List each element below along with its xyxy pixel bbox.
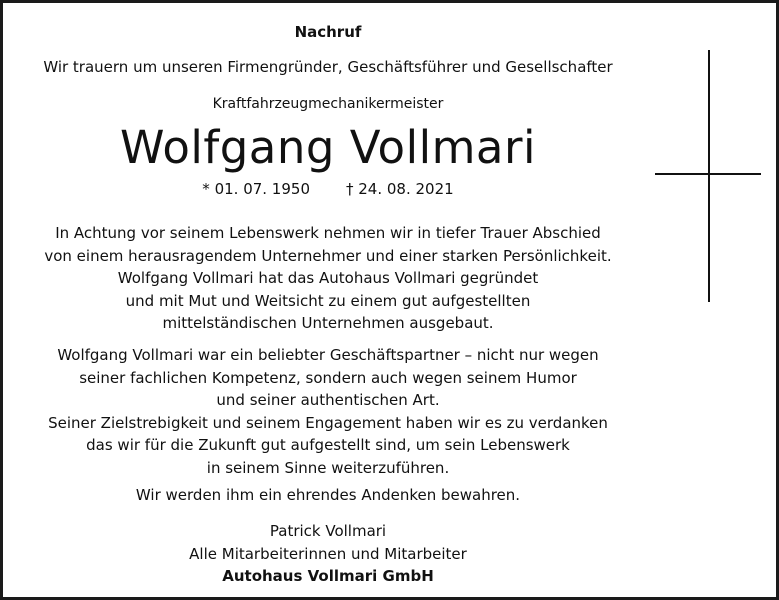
paragraph-line: Wolfgang Vollmari hat das Autohaus Vollmari gegründet (117, 269, 539, 288)
paragraph-line: Wolfgang Vollmari war ein beliebter Geschäftspartner – nicht nur wegen (57, 346, 599, 364)
paragraph-line: und seiner authentischen Art. (216, 391, 440, 410)
signature-block (3, 520, 653, 588)
paragraph-line: in seinem Sinne weiterzuführen. (206, 458, 450, 477)
paragraph-line: mittelständischen Unternehmen ausgebaut. (162, 314, 494, 333)
paragraph-line: und mit Mut und Weitsicht zu einem gut aufgestellten (125, 291, 531, 310)
tribute-paragraph-2 (3, 344, 653, 480)
deceased-name: Wolfgang Vollmari (119, 121, 536, 174)
closing-line: Wir werden ihm ein ehrendes Andenken bewahren. (135, 486, 521, 504)
signatory-staff: Alle Mitarbeiterinnen und Mitarbeiter (189, 544, 467, 563)
tribute-paragraph-1 (3, 222, 653, 335)
intro-line: Wir trauern um unseren Firmengründer, Geschäftsführer und Gesellschafter (43, 58, 613, 76)
paragraph-line: von einem herausragendem Unternehmer und einer starken Persönlichkeit. (44, 246, 612, 265)
signatory-company: Autohaus Vollmari GmbH (222, 567, 434, 586)
cross-icon-horizontal (655, 173, 761, 175)
paragraph-line: das wir für die Zukunft gut aufgestellt sind, um sein Lebenswerk (86, 436, 570, 455)
profession-title: Kraftfahrzeugmechanikermeister (212, 96, 444, 112)
cross-icon-vertical (708, 50, 710, 302)
paragraph-line: In Achtung vor seinem Lebenswerk nehmen wir in tiefer Trauer Abschied (55, 224, 601, 242)
paragraph-line: seiner fachlichen Kompetenz, sondern auch wegen seinem Humor (79, 368, 577, 387)
notice-heading: Nachruf (294, 23, 362, 41)
signatory-person: Patrick Vollmari (269, 522, 387, 540)
paragraph-line: Seiner Zielstrebigkeit und seinem Engagement haben wir es zu verdanken (48, 413, 608, 432)
death-date: † 24. 08. 2021 (346, 180, 454, 198)
birth-date: * 01. 07. 1950 (202, 180, 310, 198)
life-dates (3, 180, 653, 198)
